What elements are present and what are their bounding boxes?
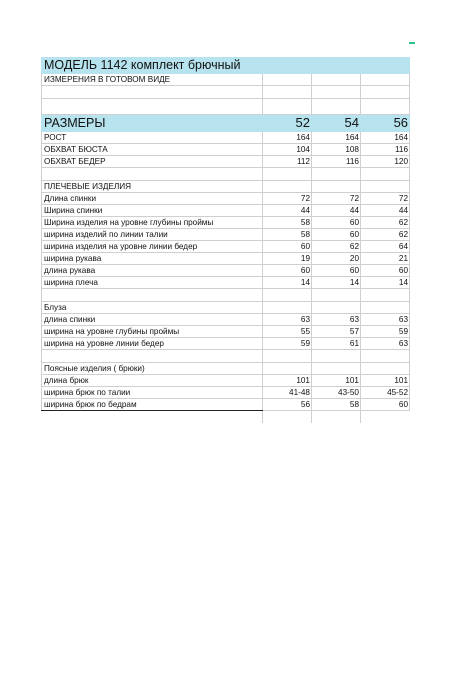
- row-value: 60: [312, 265, 361, 277]
- row-value: 120: [361, 156, 410, 168]
- cell-selection-mark: [409, 42, 415, 44]
- row-value: 164: [361, 132, 410, 144]
- row-label: длина брюк: [42, 375, 263, 387]
- row-value: 43-50: [312, 387, 361, 399]
- row-value: 164: [312, 132, 361, 144]
- row-value: 58: [263, 217, 312, 229]
- row-value: 101: [361, 375, 410, 387]
- empty-cell: [312, 168, 361, 181]
- table-row: [42, 253, 410, 265]
- row-label: ширина брюк по бедрам: [42, 399, 263, 411]
- row-label: Ширина спинки: [42, 205, 263, 217]
- empty-cell: [263, 363, 312, 375]
- section-heading: ПЛЕЧЕВЫЕ ИЗДЕЛИЯ: [42, 181, 263, 193]
- empty-cell: [312, 411, 361, 424]
- size-cell: 54: [312, 115, 361, 132]
- row-value: 164: [263, 132, 312, 144]
- row-label: ширина рукава: [42, 253, 263, 265]
- empty-cell: [312, 350, 361, 363]
- blank-row: [42, 99, 410, 115]
- row-value: 14: [263, 277, 312, 289]
- table-row: [42, 399, 410, 411]
- row-label: ширина брюк по талии: [42, 387, 263, 399]
- blank-row: [42, 289, 410, 302]
- row-value: 14: [361, 277, 410, 289]
- row-value: 104: [263, 144, 312, 156]
- blank-row: [42, 168, 410, 181]
- size-table: [41, 57, 410, 423]
- empty-cell: [312, 86, 361, 99]
- empty-cell: [42, 350, 263, 363]
- row-value: 101: [263, 375, 312, 387]
- table-row: [42, 193, 410, 205]
- sizes-label: РАЗМЕРЫ: [42, 115, 263, 132]
- row-value: 72: [312, 193, 361, 205]
- row-value: 44: [312, 205, 361, 217]
- table-row: [42, 156, 410, 168]
- row-value: 58: [263, 229, 312, 241]
- title-row: [42, 58, 410, 74]
- row-value: 61: [312, 338, 361, 350]
- row-label: ширина изделия на уровне линии бедер: [42, 241, 263, 253]
- sizes-row: [42, 115, 410, 132]
- model-title: МОДЕЛЬ 1142 комплект брючный: [42, 58, 410, 74]
- table-row: [42, 265, 410, 277]
- row-value: 108: [312, 144, 361, 156]
- row-value: 60: [312, 217, 361, 229]
- row-value: 63: [263, 314, 312, 326]
- blank-row: [42, 350, 410, 363]
- empty-cell: [361, 168, 410, 181]
- measurement-sheet: [41, 57, 409, 423]
- row-value: 44: [263, 205, 312, 217]
- row-value: 62: [361, 217, 410, 229]
- empty-cell: [361, 302, 410, 314]
- table-row: [42, 314, 410, 326]
- row-label: ширина плеча: [42, 277, 263, 289]
- empty-cell: [42, 411, 263, 424]
- row-label: ОБХВАТ БЮСТА: [42, 144, 263, 156]
- row-value: 60: [312, 229, 361, 241]
- row-value: 60: [263, 241, 312, 253]
- row-label: ОБХВАТ БЕДЕР: [42, 156, 263, 168]
- empty-cell: [361, 181, 410, 193]
- row-label: Длина спинки: [42, 193, 263, 205]
- row-value: 116: [361, 144, 410, 156]
- empty-cell: [361, 363, 410, 375]
- empty-cell: [361, 86, 410, 99]
- row-value: 116: [312, 156, 361, 168]
- empty-cell: [312, 363, 361, 375]
- empty-cell: [312, 289, 361, 302]
- row-value: 21: [361, 253, 410, 265]
- section-heading-row: [42, 363, 410, 375]
- empty-cell: [263, 302, 312, 314]
- row-value: 41-48: [263, 387, 312, 399]
- row-label: длина рукава: [42, 265, 263, 277]
- row-value: 72: [361, 193, 410, 205]
- row-value: 57: [312, 326, 361, 338]
- size-cell: 56: [361, 115, 410, 132]
- row-value: 62: [361, 229, 410, 241]
- row-value: 19: [263, 253, 312, 265]
- section-heading: Блуза: [42, 302, 263, 314]
- row-label: Ширина изделия на уровне глубины проймы: [42, 217, 263, 229]
- empty-cell: [312, 302, 361, 314]
- row-value: 60: [263, 265, 312, 277]
- empty-cell: [42, 289, 263, 302]
- row-value: 60: [361, 399, 410, 411]
- row-value: 56: [263, 399, 312, 411]
- table-row: [42, 277, 410, 289]
- row-value: 63: [361, 314, 410, 326]
- table-row: [42, 144, 410, 156]
- empty-cell: [42, 99, 263, 115]
- table-row: [42, 229, 410, 241]
- row-value: 112: [263, 156, 312, 168]
- row-value: 55: [263, 326, 312, 338]
- row-value: 44: [361, 205, 410, 217]
- row-value: 63: [312, 314, 361, 326]
- row-label: ширина изделий по линии талии: [42, 229, 263, 241]
- row-value: 62: [312, 241, 361, 253]
- table-row: [42, 338, 410, 350]
- row-value: 63: [361, 338, 410, 350]
- row-value: 72: [263, 193, 312, 205]
- table-row: [42, 205, 410, 217]
- row-value: 64: [361, 241, 410, 253]
- row-value: 45-52: [361, 387, 410, 399]
- empty-cell: [361, 350, 410, 363]
- empty-cell: [361, 411, 410, 424]
- blank-row: [42, 411, 410, 424]
- blank-row: [42, 86, 410, 99]
- empty-cell: [42, 86, 263, 99]
- row-label: ширина на уровне глубины проймы: [42, 326, 263, 338]
- subtitle-row: [42, 74, 410, 86]
- row-value: 59: [263, 338, 312, 350]
- table-row: [42, 387, 410, 399]
- row-value: 20: [312, 253, 361, 265]
- table-row: [42, 326, 410, 338]
- empty-cell: [263, 181, 312, 193]
- empty-cell: [263, 289, 312, 302]
- empty-cell: [263, 168, 312, 181]
- empty-cell: [263, 411, 312, 424]
- row-label: ширина на уровне линии бедер: [42, 338, 263, 350]
- row-label: длина спинки: [42, 314, 263, 326]
- row-value: 101: [312, 375, 361, 387]
- table-row: [42, 241, 410, 253]
- empty-cell: [263, 99, 312, 115]
- section-heading-row: [42, 181, 410, 193]
- subtitle: ИЗМЕРЕНИЯ В ГОТОВОМ ВИДЕ: [42, 74, 263, 86]
- row-value: 60: [361, 265, 410, 277]
- section-heading-row: [42, 302, 410, 314]
- row-value: 14: [312, 277, 361, 289]
- empty-cell: [263, 86, 312, 99]
- table-row: [42, 132, 410, 144]
- empty-cell: [42, 168, 263, 181]
- row-value: 59: [361, 326, 410, 338]
- section-heading: Поясные изделия ( брюки): [42, 363, 263, 375]
- table-row: [42, 375, 410, 387]
- size-cell: 52: [263, 115, 312, 132]
- empty-cell: [361, 99, 410, 115]
- empty-cell: [312, 181, 361, 193]
- empty-cell: [312, 99, 361, 115]
- empty-cell: [361, 289, 410, 302]
- row-value: 58: [312, 399, 361, 411]
- row-label: РОСТ: [42, 132, 263, 144]
- empty-cell: [263, 350, 312, 363]
- table-row: [42, 217, 410, 229]
